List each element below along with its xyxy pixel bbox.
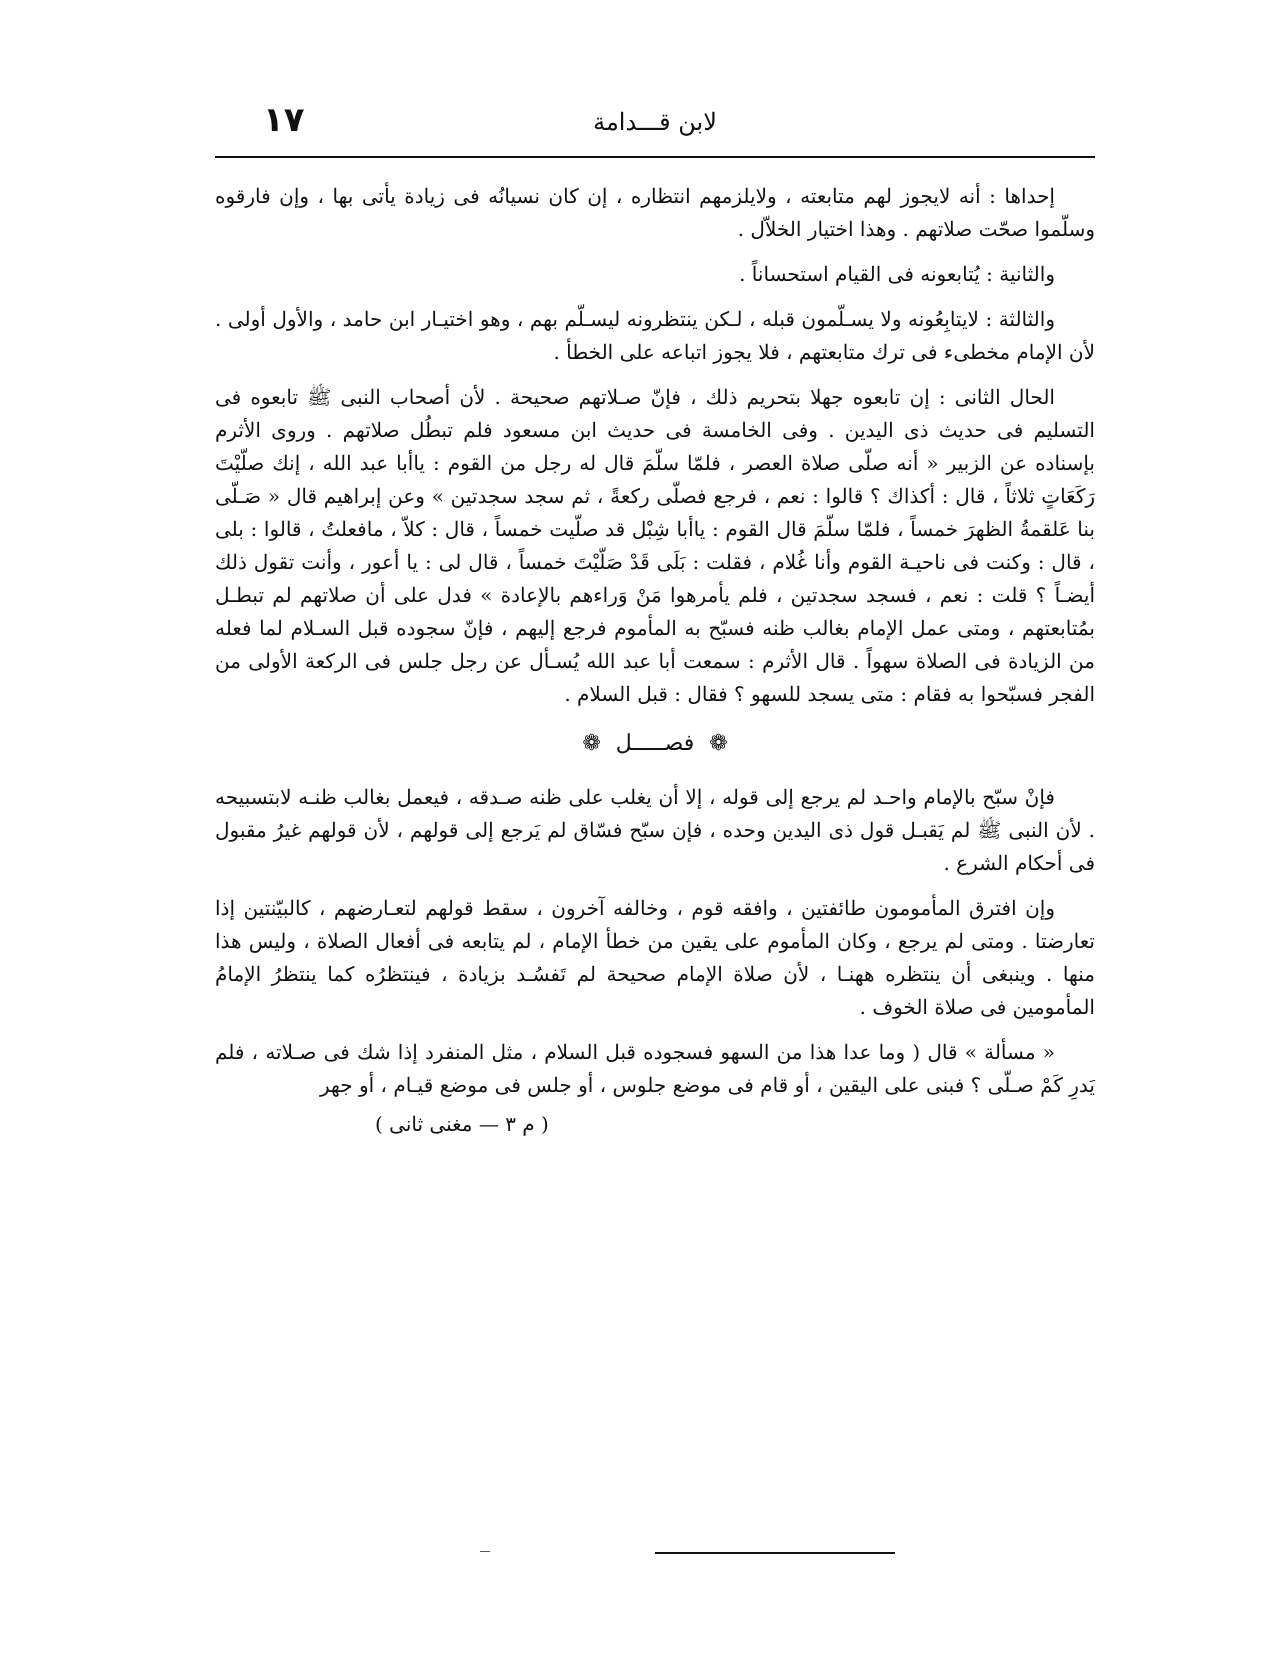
footer-rule <box>655 1552 895 1554</box>
floral-ornament-icon: ❁ <box>709 731 728 756</box>
divider <box>480 1551 490 1552</box>
paragraph: فإنْ سبّح بالإمام واحـد لم يرجع إلى قوله ، إلا أن يغلب على ظنه صـدقه ، فيعمل بغالب ظنـه لابتسبيحه . لأن النبى ﷺ لم يَقبـل قول ذى اليدين وحده ، فإن سبّح فسّاق لم يَرجع إلى قولهم ، لأن قولهم غيرُ مقبول فى أحكام الشرع . <box>215 785 1095 875</box>
page-number: ١٧ <box>263 100 305 140</box>
running-head: لابن قـــدامة <box>593 108 717 136</box>
paragraph: الحال الثانى : إن تابعوه جهلا بتحريم ذلك ، فإنّ صـلاتهم صحيحة . لأن أصحاب النبى ﷺ تابعوه فى التسليم فى حديث ذى اليدين . وفى الخامسة فى حديث ابن مسعود فلم تبطُل صلاتهم . وروى الأثرم بإسناده عن الزبير « أنه صلّى صلاة العصر ، فلمّا سلّمَ قال له رجل من القوم : ياأبا عبد الله ، إنك صلّيْتَ رَكَعَاتٍ ثلاثاً ، قال : أكذاك ؟ قالوا : نعم ، فرجع فصلّى ركعةً ، ثم سجد سجدتين » وعن إبراهيم قال « صَـلّى بنا عَلقمةُ الظهرَ خمساً ، فلمّا سلّمَ قال القوم : ياأبا شِبْل قد صلّيت خمساً ، قال : كلاّ ، مافعلتُ ، قالوا : بلى ، قال : وكنت فى ناحيـة القوم وأنا غُلام ، فقلت : بَلَى قَدْ صَلّيْتَ خمساً ، قال لى : يا أعور ، وأنت تقول ذلك أيضـاً ؟ قلت : نعم ، فسجد سجدتين ، فلم يأمرهوا مَنْ وَراءهم بالإعادة » فدل على أن صلاتهم لم تبطـل بمُتابعتهم ، ومتى عمل الإمام بغالب ظنه فسبّح به المأموم فرجع إليهم ، فإنّ سجوده قبل السـلام لما فعله من الزيادة فى الصلاة سهواً . قال الأثرم : سمعت أبا عبد الله يُسـأل عن رجل جلس فى الركعة الأولى من الفجر فسبّحوا به فقام : متى يسجد للسهو ؟ فقال : قبل السلام . <box>215 385 1095 706</box>
section-heading <box>215 729 1095 759</box>
signature-text: ( م ٣ — مغنى ثانى ) <box>375 1112 549 1136</box>
paragraph: والثالثة : لايتابِعُونه ولا يسـلّمون قبله ، لـكن ينتظرونه ليسـلّم بهم ، وهو اختيـار ابن حامد ، والأول أولى . لأن الإمام مخطىء فى ترك متابعتهم ، فلا يجوز اتباعه على الخطأ . <box>215 307 1095 364</box>
page-header <box>215 100 1095 160</box>
paragraph: والثانية : يُتابعونه فى القيام استحساناً . <box>739 262 1055 286</box>
paragraph: وإن افترق المأمومون طائفتين ، وافقه قوم ، وخالفه آخرون ، سقط قولهم لتعـارضهم ، كالبيّنتين إذا تعارضتا . ومتى لم يرجع ، وكان المأموم على يقين من خطأ الإمام ، لم يتابعه فى أفعال الصلاة ، وليس هذا منها . وينبغى أن ينتظره ههنـا ، لأن صلاة الإمام صحيحة لم تَفسُـد بزيادة ، فينتظرُه كما ينتظرُ الإمامُ المأمومين فى صلاة الخوف . <box>215 896 1095 1019</box>
body-text <box>215 180 1095 1141</box>
signature-mark <box>215 1108 1095 1141</box>
section-title: فصـــــل <box>615 731 695 756</box>
floral-ornament-icon: ❁ <box>582 731 601 756</box>
paragraph: إحداها : أنه لايجوز لهم متابعته ، ولايلزمهم انتظاره ، إن كان نسيانُه فى زيادة يأتى بها ، وإن فارقوه وسلّموا صحّت صلاتهم . وهذا اختيار الخلاّل . <box>215 184 1095 241</box>
paragraph: « مسألة » قال ( وما عدا هذا من السهو فسجوده قبل السلام ، مثل المنفرد إذا شك فى صـلاته ، فلم يَدرِ كَمْ صـلّى ؟ فبنى على اليقين ، أو قام فى موضع جلوس ، أو جلس فى موضع قيـام ، أو جهر <box>215 1040 1095 1097</box>
header-rule <box>215 156 1095 158</box>
